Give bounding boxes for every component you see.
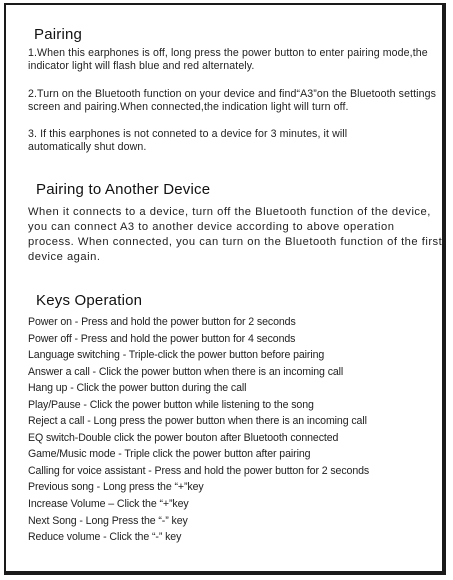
key-item: Reduce volume - Click the “-” key: [28, 531, 182, 544]
key-item: Next Song - Long Press the “-” key: [28, 514, 188, 527]
key-item: Calling for voice assistant - Press and hold the power button for 2 seconds: [28, 464, 370, 477]
pairing-step-text: 3. If this earphones is not conneted to a device for 3 minutes, it will automatically shut down.: [28, 128, 348, 153]
key-item: Language switching - Triple-click the power button before pairing: [28, 349, 325, 362]
key-item: Answer a call - Click the power button when there is an incoming call: [28, 365, 344, 378]
pairing-another-text: When it connects to a device, turn off the Bluetooth function of the device, you can connect A3 to another device according to above operation process. When connected, you can turn on the Bluetooth function of the first device again.: [28, 206, 443, 263]
pairing-heading: Pairing: [34, 26, 83, 43]
key-item: Previous song - Long press the “+”key: [28, 481, 204, 494]
key-item: Play/Pause - Click the power button while listening to the song: [28, 398, 314, 411]
pairing-step-3: [28, 128, 388, 154]
pairing-another-body: [28, 205, 444, 265]
key-item: Power off - Press and hold the power button for 4 seconds: [28, 332, 296, 345]
key-item: Game/Music mode - Triple click the power button after pairing: [28, 448, 311, 461]
pairing-step-1: [28, 47, 444, 73]
pairing-step-2: [28, 88, 444, 114]
keys-section: [36, 292, 453, 309]
pairing-step-text: 2.Turn on the Bluetooth function on your device and find“A3”on the Bluetooth settings screen and pairing.When connected,the indication light will turn off.: [28, 88, 436, 113]
key-item: Increase Volume – Click the “+”key: [28, 498, 189, 511]
pairing-another-section: [36, 181, 453, 198]
key-item: Power on - Press and hold the power button for 2 seconds: [28, 316, 296, 328]
pairing-section: [26, 26, 446, 43]
key-item: EQ switch-Double click the power bouton after Bluetooth connected: [28, 431, 339, 444]
pairing-another-heading: Pairing to Another Device: [36, 181, 211, 198]
pairing-step-text: 1.When this earphones is off, long press the power button to enter pairing mode,the indicator light will flash blue and red alternately.: [28, 47, 428, 72]
key-item: Hang up - Click the power button during the call: [28, 382, 247, 395]
keys-list: [28, 314, 444, 546]
keys-heading: Keys Operation: [36, 292, 143, 309]
key-item: Reject a call - Long press the power button when there is an incoming call: [28, 415, 367, 428]
